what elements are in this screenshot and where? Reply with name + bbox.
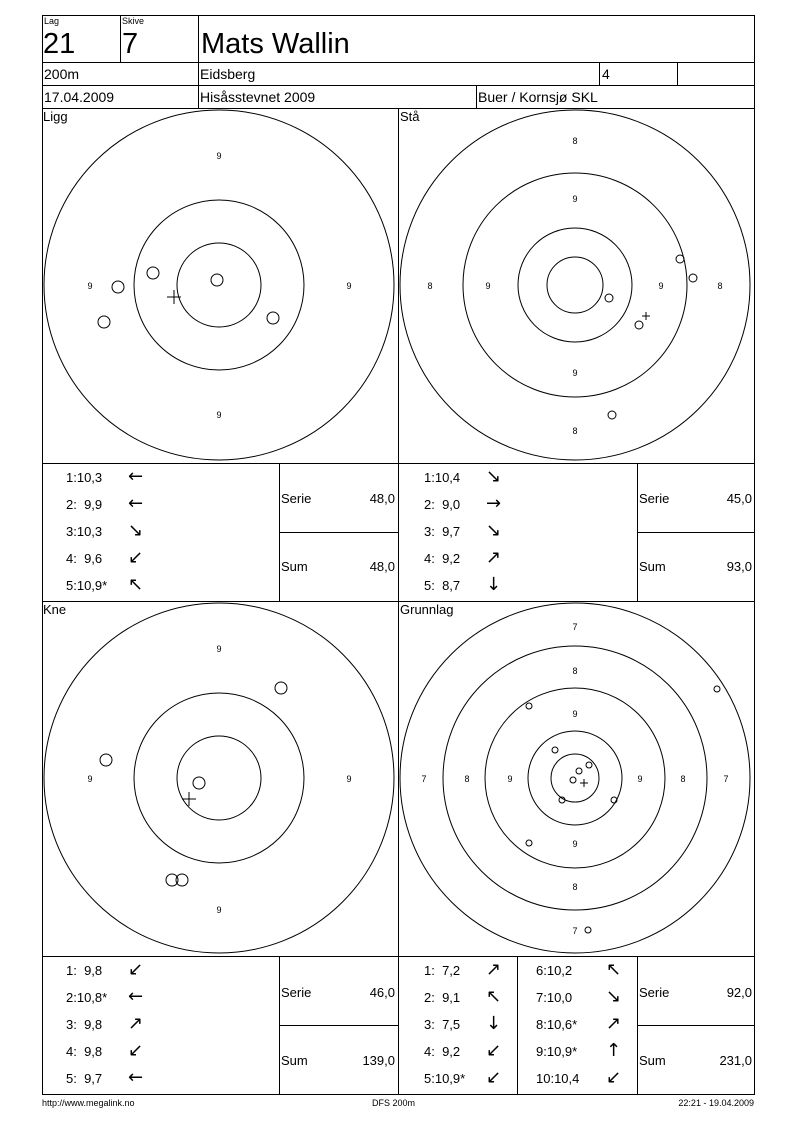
shot-hole — [100, 754, 112, 766]
ring-label: 9 — [216, 644, 222, 654]
direction-arrow-icon: ↗ — [606, 1013, 622, 1034]
shot-score: 3: 9,8 — [66, 1017, 103, 1032]
shot-hole — [193, 777, 205, 789]
serie-value: 48,0 — [369, 491, 395, 506]
ring-label: 9 — [507, 774, 513, 784]
ring-label: 8 — [572, 666, 578, 676]
sum-label: Sum — [281, 559, 308, 574]
ring-label: 8 — [572, 136, 578, 146]
ring-10 — [177, 736, 261, 820]
serie-label: Serie — [281, 491, 312, 506]
shot-score: 9:10,9* — [536, 1044, 578, 1059]
ring-label: 9 — [346, 281, 352, 291]
ring-label: 7 — [723, 774, 729, 784]
place: Eidsberg — [200, 66, 256, 82]
ring-label: 8 — [427, 281, 433, 291]
ring-label: 8 — [572, 882, 578, 892]
ring-label: 9 — [216, 410, 222, 420]
mean-point-cross — [642, 312, 650, 320]
club-name: Buer / Kornsjø SKL — [478, 89, 598, 105]
shot-score: 5:10,9* — [66, 578, 108, 593]
direction-arrow-icon: ↙ — [486, 1067, 502, 1088]
serie-label: Serie — [639, 985, 670, 1000]
ring-label: 8 — [572, 426, 578, 436]
shot-score: 2: 9,0 — [424, 497, 461, 512]
shot-hole — [714, 686, 720, 692]
shot-hole — [676, 255, 684, 263]
shot-score: 1: 7,2 — [424, 963, 461, 978]
ring-label: 9 — [658, 281, 664, 291]
direction-arrow-icon: ↘ — [128, 520, 144, 541]
direction-arrow-icon: ↙ — [128, 547, 144, 568]
ring-label: 9 — [572, 194, 578, 204]
shot-score: 4: 9,6 — [66, 551, 103, 566]
shot-score: 3: 7,5 — [424, 1017, 461, 1032]
direction-arrow-icon: ↖ — [606, 959, 622, 980]
ring-10 — [547, 257, 603, 313]
footer-timestamp: 22:21 - 19.04.2009 — [678, 1098, 754, 1108]
shot-score: 4: 9,2 — [424, 551, 461, 566]
shot-score: 2:10,8* — [66, 990, 108, 1005]
ring-label: 8 — [464, 774, 470, 784]
serie-label: Serie — [281, 985, 312, 1000]
panel-title-sta: Stå — [400, 109, 420, 124]
ring-label: 9 — [572, 839, 578, 849]
mean-point-cross — [580, 779, 588, 787]
event-name: Hisåsstevnet 2009 — [200, 89, 316, 105]
ring-label: 9 — [572, 368, 578, 378]
ring-label: 9 — [637, 774, 643, 784]
direction-arrow-icon: ↘ — [486, 520, 502, 541]
shot-score: 4: 9,2 — [424, 1044, 461, 1059]
mean-point-cross — [167, 290, 181, 304]
sum-label: Sum — [639, 1053, 666, 1068]
ring-label: 7 — [572, 926, 578, 936]
sum-value: 48,0 — [369, 559, 395, 574]
sum-label: Sum — [639, 559, 666, 574]
ring-outer — [400, 110, 750, 460]
direction-arrow-icon: ← — [128, 1067, 144, 1088]
direction-arrow-icon: ↙ — [486, 1040, 502, 1061]
col4-value: 4 — [602, 66, 610, 82]
serie-value: 92,0 — [726, 985, 752, 1000]
shot-hole — [570, 777, 576, 783]
shot-score: 10:10,4 — [536, 1071, 580, 1086]
direction-arrow-icon: ↖ — [128, 574, 144, 595]
shot-hole — [605, 294, 613, 302]
shot-hole — [585, 927, 591, 933]
ring-9 — [134, 200, 304, 370]
distance: 200m — [44, 66, 80, 82]
shot-hole — [526, 840, 532, 846]
ring-label: 9 — [216, 151, 222, 161]
panel-title-grunnlag: Grunnlag — [400, 602, 454, 617]
direction-arrow-icon: → — [486, 493, 502, 514]
footer-center: DFS 200m — [372, 1098, 416, 1108]
shot-score: 1:10,3 — [66, 470, 103, 485]
direction-arrow-icon: ↙ — [128, 959, 144, 980]
target-ligg — [43, 109, 398, 463]
shot-hole — [552, 747, 558, 753]
shot-hole — [608, 411, 616, 419]
date: 17.04.2009 — [44, 89, 115, 105]
shot-hole — [275, 682, 287, 694]
serie-value: 46,0 — [369, 985, 395, 1000]
shot-score: 4: 9,8 — [66, 1044, 103, 1059]
direction-arrow-icon: ↘ — [486, 466, 502, 487]
target-kne — [43, 602, 398, 956]
shot-hole — [526, 703, 532, 709]
ring-9 — [134, 693, 304, 863]
ring-label: 8 — [680, 774, 686, 784]
shooter-name: Mats Wallin — [201, 28, 350, 60]
serie-value: 45,0 — [726, 491, 752, 506]
target-sta — [399, 109, 754, 463]
ring-label: 9 — [346, 774, 352, 784]
shot-score: 5: 8,7 — [424, 578, 461, 593]
shot-score: 3:10,3 — [66, 524, 103, 539]
ring-8 — [463, 173, 687, 397]
shot-hole — [576, 768, 582, 774]
direction-arrow-icon: ↗ — [486, 547, 502, 568]
ring-outer — [44, 110, 394, 460]
shot-hole — [689, 274, 697, 282]
ring-outer — [44, 603, 394, 953]
direction-arrow-icon: ↑ — [606, 1040, 622, 1061]
serie-label: Serie — [639, 491, 670, 506]
shot-hole — [211, 274, 223, 286]
direction-arrow-icon: ↗ — [486, 959, 502, 980]
ring-label: 8 — [717, 281, 723, 291]
direction-arrow-icon: ↓ — [486, 574, 502, 595]
shot-score: 2: 9,1 — [424, 990, 461, 1005]
direction-arrow-icon: ← — [128, 466, 144, 487]
ring-9 — [518, 228, 632, 342]
shot-score: 6:10,2 — [536, 963, 573, 978]
shot-hole — [267, 312, 279, 324]
shot-score: 5: 9,7 — [66, 1071, 103, 1086]
shot-score: 3: 9,7 — [424, 524, 461, 539]
sum-value: 231,0 — [719, 1053, 752, 1068]
lag-label: Lag — [44, 16, 60, 26]
panel-title-kne: Kne — [43, 602, 67, 617]
direction-arrow-icon: ↖ — [486, 986, 502, 1007]
direction-arrow-icon: ↘ — [606, 986, 622, 1007]
lag-value: 21 — [43, 28, 76, 60]
direction-arrow-icon: ← — [128, 493, 144, 514]
ring-label: 9 — [87, 774, 93, 784]
panel-title-ligg: Ligg — [43, 109, 68, 124]
direction-arrow-icon: ↗ — [128, 1013, 144, 1034]
shot-score: 8:10,6* — [536, 1017, 578, 1032]
shot-score: 2: 9,9 — [66, 497, 103, 512]
shot-hole — [586, 762, 592, 768]
shot-score: 1:10,4 — [424, 470, 461, 485]
ring-label: 9 — [216, 905, 222, 915]
ring-10 — [177, 243, 261, 327]
ring-label: 7 — [572, 622, 578, 632]
shot-hole — [635, 321, 643, 329]
direction-arrow-icon: ↓ — [486, 1013, 502, 1034]
ring-label: 9 — [87, 281, 93, 291]
mean-point-cross — [182, 792, 196, 806]
shot-score: 7:10,0 — [536, 990, 573, 1005]
shot-score: 5:10,9* — [424, 1071, 466, 1086]
footer-url[interactable]: http://www.megalink.no — [42, 1098, 135, 1108]
direction-arrow-icon: ↙ — [128, 1040, 144, 1061]
ring-label: 9 — [572, 709, 578, 719]
shot-hole — [147, 267, 159, 279]
target-grunnlag — [399, 602, 754, 956]
sum-value: 139,0 — [362, 1053, 395, 1068]
shot-score: 1: 9,8 — [66, 963, 103, 978]
direction-arrow-icon: ↙ — [606, 1067, 622, 1088]
skive-value: 7 — [122, 28, 139, 60]
sum-label: Sum — [281, 1053, 308, 1068]
ring-label: 7 — [421, 774, 427, 784]
ring-label: 9 — [485, 281, 491, 291]
direction-arrow-icon: ← — [128, 986, 144, 1007]
shot-hole — [112, 281, 124, 293]
sum-value: 93,0 — [726, 559, 752, 574]
skive-label: Skive — [122, 16, 145, 26]
shot-hole — [98, 316, 110, 328]
